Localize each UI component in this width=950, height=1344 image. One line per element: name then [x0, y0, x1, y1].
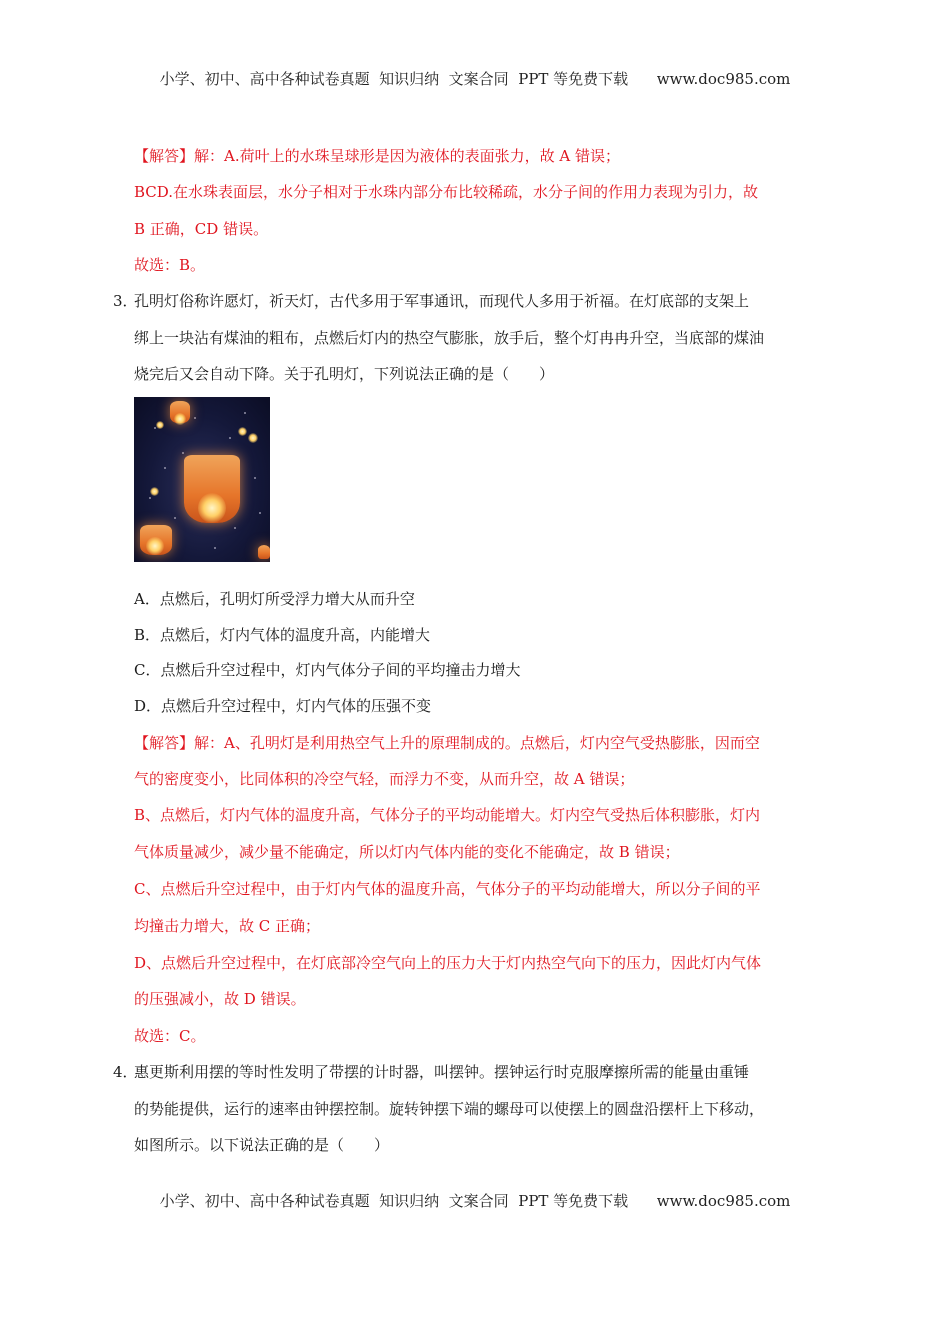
q3-stem-line-1: 孔明灯俗称许愿灯，祈天灯，古代多用于军事通讯，而现代人多用于祈福。在灯底部的支架上 [134, 292, 750, 310]
q3-stem-line-2: 绑上一块沾有煤油的粗布，点燃后灯内的热空气膨胀，放手后，整个灯冉冉升空，当底部的煤油 [134, 329, 765, 347]
q2-answer-line-1: 【解答】解：A.荷叶上的水珠呈球形是因为液体的表面张力，故 A 错误； [134, 147, 620, 165]
q3-answer-line-7: D、点燃后升空过程中，在灯底部冷空气向上的压力大于灯内热空气向下的压力，因此灯内气体 [134, 954, 762, 972]
q4-stem-line-3: 如图所示。以下说法正确的是（ ） [134, 1136, 390, 1154]
q3-answer-line-3: B、点燃后，灯内气体的温度升高，气体分子的平均动能增大。灯内空气受热后体积膨胀，灯内 [134, 806, 761, 824]
q3-answer-line-4: 气体质量减少，减少量不能确定，所以灯内气体内能的变化不能确定，故 B 错误； [134, 843, 680, 861]
page-footer: 小学、初中、高中各种试卷真题 知识归纳 文案合同 PPT 等免费下载 www.doc985.com [159, 1192, 791, 1210]
q3-answer-line-5: C、点燃后升空过程中，由于灯内气体的温度升高，气体分子的平均动能增大，所以分子间的平 [134, 880, 761, 898]
q3-answer-line-8: 的压强减小，故 D 错误。 [134, 990, 306, 1008]
q3-option-b: B．点燃后，灯内气体的温度升高，内能增大 [134, 626, 431, 644]
sky-lanterns-image [134, 397, 270, 562]
q3-answer-line-6: 均撞击力增大，故 C 正确； [134, 917, 321, 935]
q2-answer-choice: 故选：B。 [134, 256, 206, 274]
q3-option-c: C．点燃后升空过程中，灯内气体分子间的平均撞击力增大 [134, 661, 521, 679]
q3-option-a: A．点燃后，孔明灯所受浮力增大从而升空 [134, 590, 415, 608]
q2-answer-line-3: B 正确，CD 错误。 [134, 220, 269, 238]
q3-stem-line-3: 烧完后又会自动下降。关于孔明灯，下列说法正确的是（ ） [134, 365, 555, 383]
q4-stem-line-1: 惠更斯利用摆的等时性发明了带摆的计时器，叫摆钟。摆钟运行时克服摩擦所需的能量由重锤 [134, 1063, 750, 1081]
lantern-bottom-right [258, 545, 270, 559]
q3-answer-choice: 故选：C。 [134, 1027, 206, 1045]
q3-answer-line-1: 【解答】解：A、孔明灯是利用热空气上升的原理制成的。点燃后，灯内空气受热膨胀，因而空 [134, 734, 760, 752]
q4-number: 4． [113, 1063, 138, 1081]
q3-number: 3． [113, 292, 138, 310]
page-header: 小学、初中、高中各种试卷真题 知识归纳 文案合同 PPT 等免费下载 www.doc985.com [159, 70, 791, 88]
q3-answer-line-2: 气的密度变小，比同体积的冷空气轻，而浮力不变，从而升空，故 A 错误； [134, 770, 635, 788]
q2-answer-line-2: BCD.在水珠表面层，水分子相对于水珠内部分布比较稀疏，水分子间的作用力表现为引力，故 [134, 183, 759, 201]
q3-option-d: D．点燃后升空过程中，灯内气体的压强不变 [134, 697, 432, 715]
q4-stem-line-2: 的势能提供，运行的速率由钟摆控制。旋转钟摆下端的螺母可以使摆上的圆盘沿摆杆上下移动， [134, 1100, 765, 1118]
